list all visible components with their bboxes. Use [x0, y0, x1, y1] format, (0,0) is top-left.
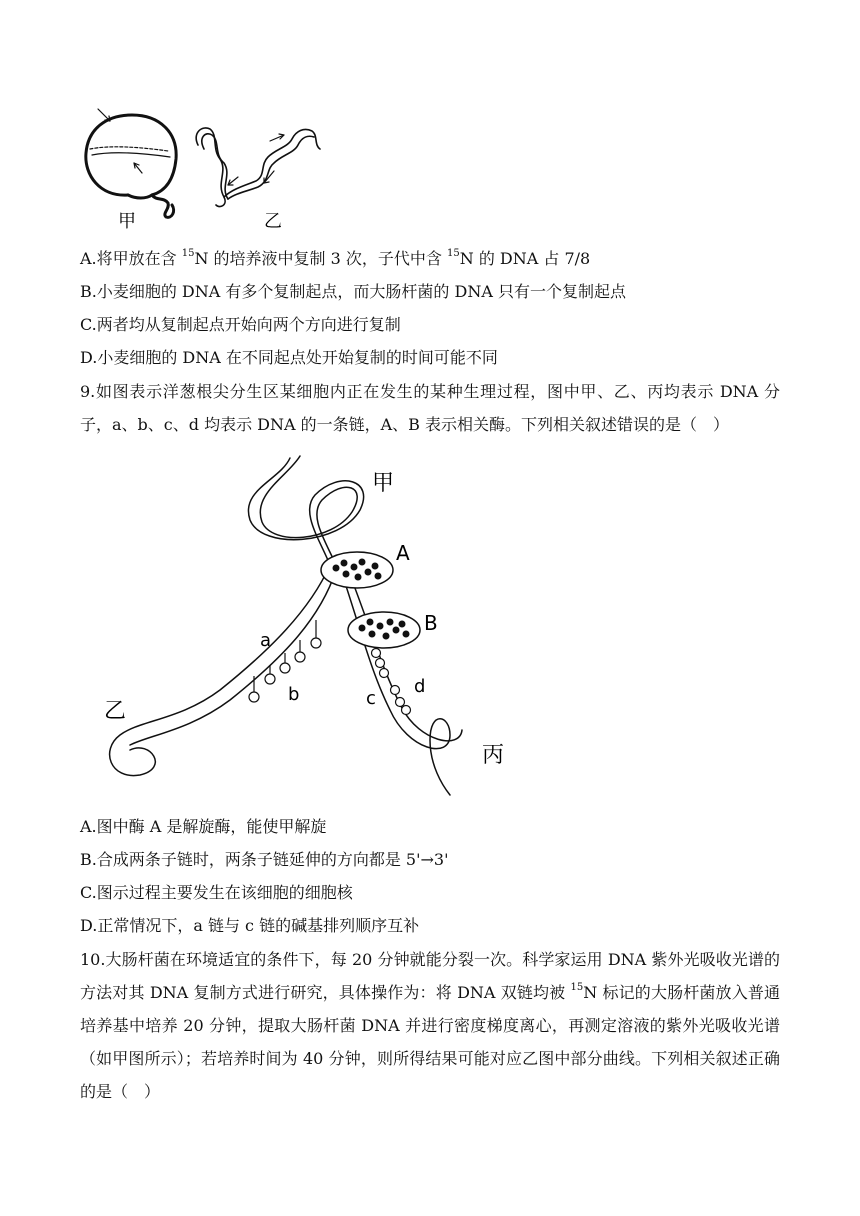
circular-dna-jia [86, 109, 176, 217]
figure-8-replication-diagram [80, 105, 340, 235]
q9-option-d: D.正常情况下，a 链与 c 链的碱基排列顺序互补 [80, 916, 420, 935]
label-strand-b: b [288, 684, 300, 705]
label-dna-yi: 乙 [104, 699, 127, 724]
q8-option-d: D.小麦细胞的 DNA 在不同起点处开始复制的时间可能不同 [80, 348, 498, 367]
dna-bing-strand-2 [348, 570, 462, 741]
label-strand-d: d [414, 676, 426, 697]
q8-option-a: A.将甲放在含 $^{15}$N 的培养液中复制 3 次，子代中含 $^{15}$N 的 DNA 占 7/8 [80, 247, 591, 268]
q8-option-c: C.两者均从复制起点开始向两个方向进行复制 [80, 315, 401, 334]
figure-8-label-yi: 乙 [264, 211, 282, 232]
label-enzyme-b: B [424, 611, 438, 635]
label-enzyme-a: A [396, 541, 410, 565]
linear-dna-yi [196, 128, 320, 207]
label-dna-bing: 丙 [482, 743, 505, 768]
label-strand-c: c [366, 688, 376, 709]
q8-option-b: B.小麦细胞的 DNA 有多个复制起点，而大肠杆菌的 DNA 只有一个复制起点 [80, 282, 626, 301]
q9-option-a: A.图中酶 A 是解旋酶，能使甲解旋 [80, 817, 327, 836]
dna-yi-strand-1 [110, 565, 330, 776]
figure-8-label-jia: 甲 [118, 211, 136, 232]
dna-jia-strand-2 [260, 456, 357, 565]
q9-option-c: C.图示过程主要发生在该细胞的细胞核 [80, 883, 353, 902]
label-dna-jia: 甲 [372, 471, 395, 496]
label-strand-a: a [260, 630, 272, 651]
enzyme-a [321, 552, 393, 588]
q10-stem: 10.大肠杆菌在环境适宜的条件下，每 20 分钟就能分裂一次。科学家运用 DNA 紫外光吸收光谱的方法对其 DNA 复制方式进行研究，具体操作为：将 DNA 双链均被 $^{15}$N 标记的大肠杆菌放入普通培养基中培养 20 分钟，提取大肠杆菌 DNA 并进行密度梯度离心，再测定溶液的紫外光吸收光谱（如甲图所示）；若培养时间为 40 分钟，则所得结果可能对应乙图中部分曲线。下列相关叙述正确的是（ ） [80, 950, 780, 1101]
dna-jia-strand-1 [248, 458, 363, 565]
figure-9-replication-fork [90, 450, 530, 800]
q9-option-b: B.合成两条子链时，两条子链延伸的方向都是 5'→3' [80, 850, 449, 869]
dna-bing-strand-1 [340, 568, 450, 795]
enzyme-b [348, 612, 420, 648]
q9-stem: 9.如图表示洋葱根尖分生区某细胞内正在发生的某种生理过程，图中甲、乙、丙均表示 DNA 分子，a、b、c、d 均表示 DNA 的一条链，A、B 表示相关酶。下列相关叙述错误的是（ ） [80, 382, 780, 434]
